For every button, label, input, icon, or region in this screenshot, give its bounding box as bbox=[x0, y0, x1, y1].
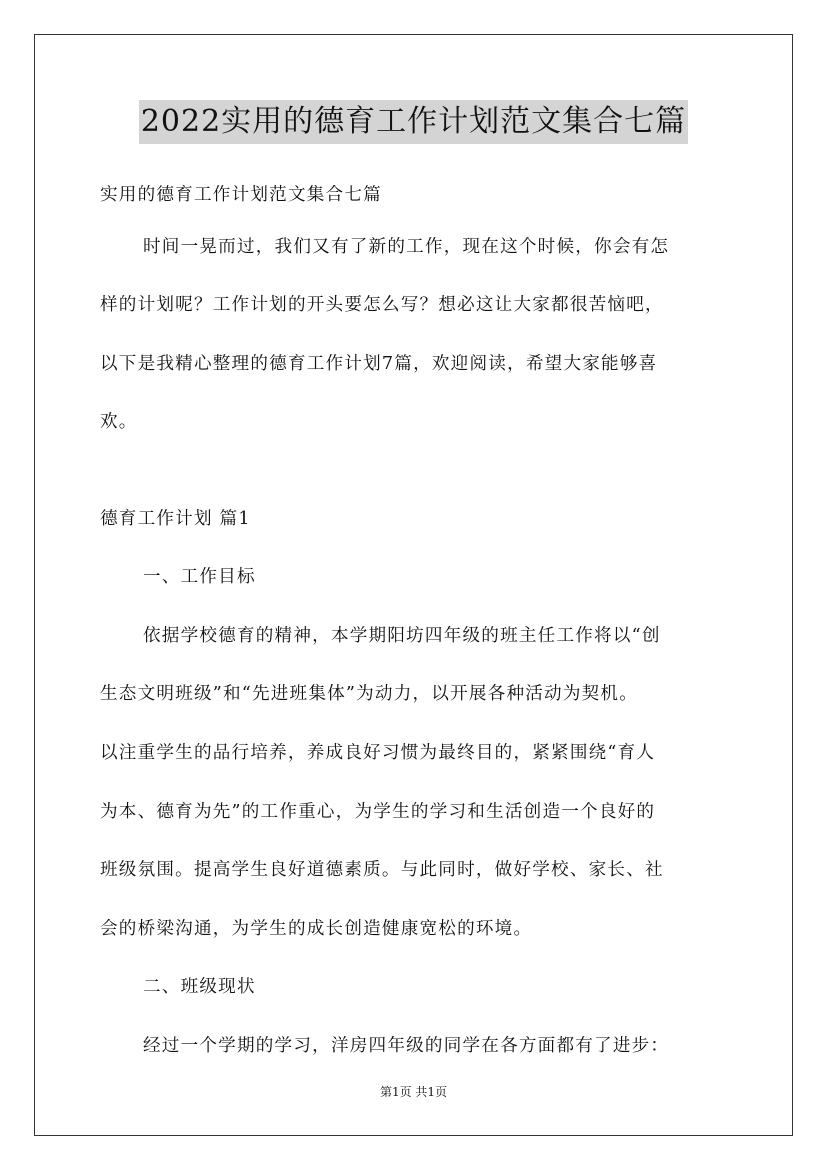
title-container bbox=[0, 100, 827, 144]
intro-line: 以下是我精心整理的德育工作计划7篇，欢迎阅读，希望大家能够喜 bbox=[100, 354, 658, 374]
heading-class-status: 二、班级现状 bbox=[143, 977, 256, 997]
goals-line: 会的桥梁沟通，为学生的成长创造健康宽松的环境。 bbox=[100, 919, 533, 939]
intro-line: 欢。 bbox=[100, 412, 138, 432]
goals-line: 为本、德育为先”的工作重心，为学生的学习和生活创造一个良好的 bbox=[100, 802, 656, 822]
document-title: 2022实用的德育工作计划范文集合七篇 bbox=[139, 100, 688, 144]
goals-line: 以注重学生的品行培养，养成良好习惯为最终目的，紧紧围绕“育人 bbox=[100, 743, 656, 763]
intro-line: 样的计划呢？工作计划的开头要怎么写？想必这让大家都很苦恼吧， bbox=[100, 295, 664, 315]
goals-line: 依据学校德育的精神，本学期阳坊四年级的班主任工作将以“创 bbox=[143, 626, 661, 646]
section-heading: 德育工作计划 篇1 bbox=[100, 509, 251, 529]
document-subtitle: 实用的德育工作计划范文集合七篇 bbox=[100, 185, 382, 205]
page-footer: 第1页 共1页 bbox=[379, 1085, 448, 1099]
intro-line: 时间一晃而过，我们又有了新的工作，现在这个时候，你会有怎 bbox=[143, 237, 670, 257]
status-line: 经过一个学期的学习，洋房四年级的同学在各方面都有了进步： bbox=[143, 1036, 670, 1056]
goals-line: 班级氛围。提高学生良好道德素质。与此同时，做好学校、家长、社 bbox=[100, 860, 664, 880]
goals-line: 生态文明班级”和“先进班集体”为动力，以开展各种活动为契机。 bbox=[100, 684, 639, 704]
heading-work-goals: 一、工作目标 bbox=[143, 567, 256, 587]
